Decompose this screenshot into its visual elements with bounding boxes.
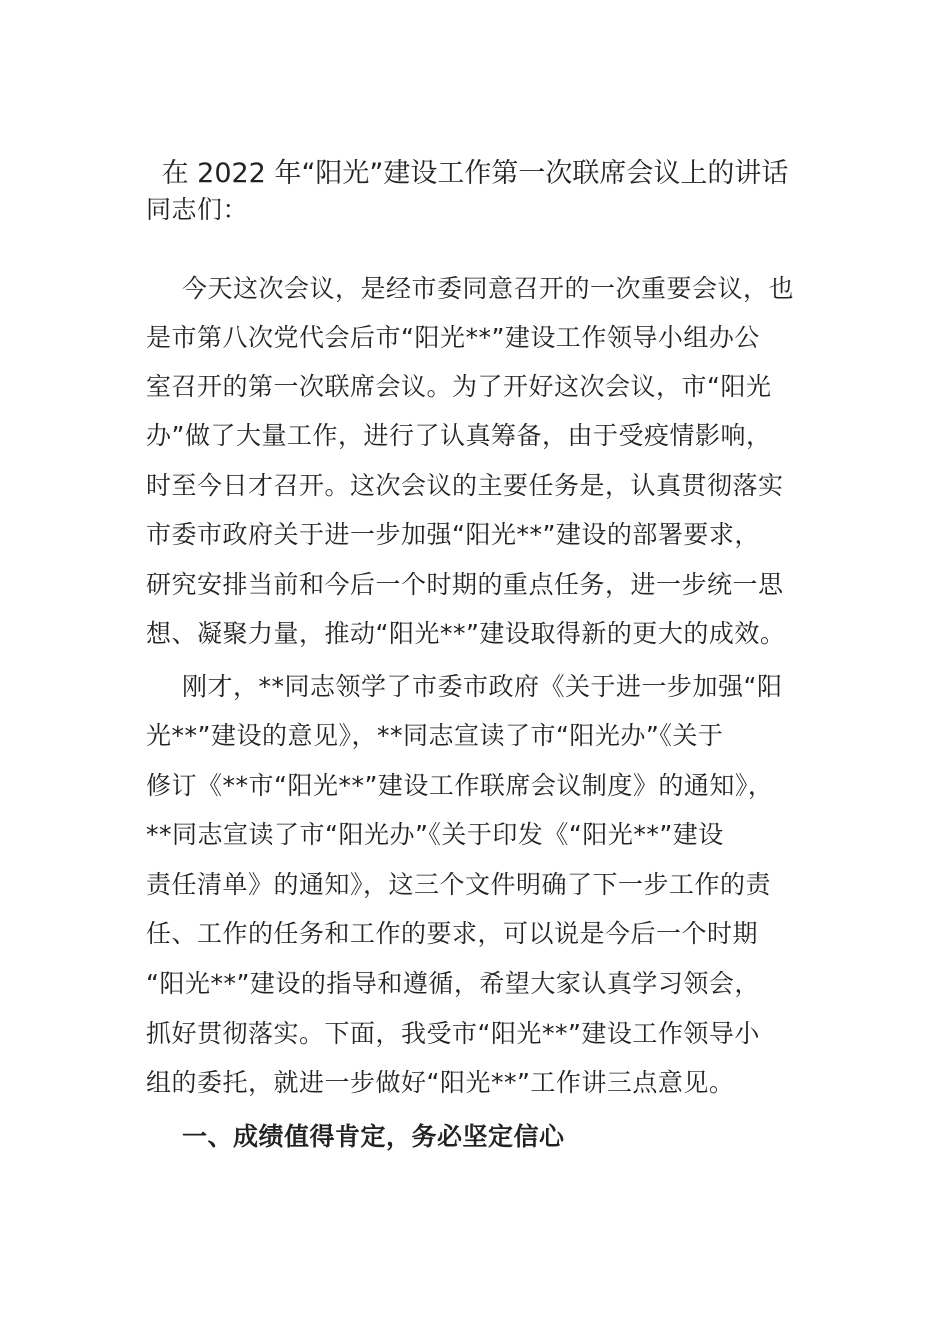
paragraph-line: 时至今日才召开。这次会议的主要任务是，认真贯彻落实: [146, 471, 784, 500]
paragraph-line: 室召开的第一次联席会议。为了开好这次会议，市“阳光: [146, 372, 772, 401]
paragraph-line: 想、凝聚力量，推动“阳光**”建设取得新的更大的成效。: [146, 619, 786, 648]
paragraph-line: 光**”建设的意见》，**同志宣读了市“阳光办”《关于: [146, 721, 724, 750]
paragraph-line: 市委市政府关于进一步加强“阳光**”建设的部署要求，: [146, 520, 760, 549]
paragraph-line: **同志宣读了市“阳光办”《关于印发《“阳光**”建设: [146, 820, 724, 849]
paragraph-line: 研究安排当前和今后一个时期的重点任务，进一步统一思: [146, 570, 784, 599]
paragraph-line: 任、工作的任务和工作的要求，可以说是今后一个时期: [146, 919, 759, 948]
paragraph-line: 办”做了大量工作，进行了认真筹备，由于受疫情影响，: [146, 421, 772, 450]
document-title: 在 2022 年“阳光”建设工作第一次联席会议上的讲话: [161, 158, 789, 189]
paragraph-line: 抓好贯彻落实。下面，我受市“阳光**”建设工作领导小: [146, 1019, 760, 1048]
paragraph-line: 今天这次会议，是经市委同意召开的一次重要会议，也: [182, 274, 795, 303]
paragraph-line: 是市第八次党代会后市“阳光**”建设工作领导小组办公: [146, 323, 760, 352]
paragraph-line: 组的委托，就进一步做好“阳光**”工作讲三点意见。: [146, 1068, 735, 1097]
paragraph-line: 刚才，**同志领学了市委市政府《关于进一步加强“阳: [182, 672, 783, 701]
paragraph-line: 修订《**市“阳光**”建设工作联席会议制度》的通知》，: [146, 771, 774, 800]
paragraph-line: “阳光**”建设的指导和遵循，希望大家认真学习领会，: [146, 969, 760, 998]
salutation: 同志们：: [146, 195, 249, 224]
paragraph-line: 责任清单》的通知》，这三个文件明确了下一步工作的责: [146, 870, 772, 899]
section-heading: 一、成绩值得肯定，务必坚定信心: [182, 1122, 565, 1151]
